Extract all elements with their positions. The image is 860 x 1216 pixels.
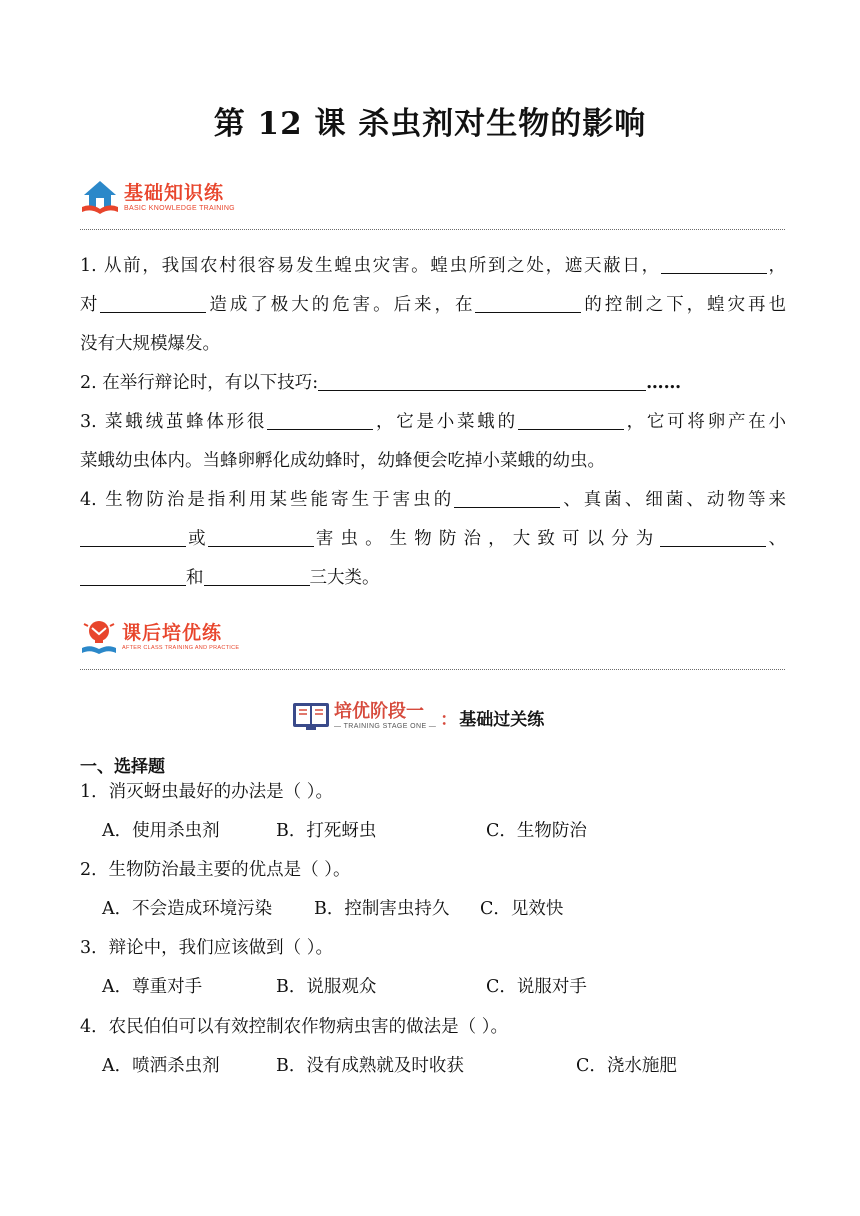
lightbulb-book-icon bbox=[80, 618, 118, 656]
answer-blank[interactable] bbox=[518, 409, 624, 430]
option-c[interactable]: C．说服对手 bbox=[486, 977, 587, 997]
answer-blank[interactable] bbox=[208, 526, 314, 547]
stage-name: 基础过关练 bbox=[459, 710, 545, 730]
q1-text-3: 造成了极大的危害。后来，在 bbox=[206, 295, 476, 315]
banner-after-subtitle: AFTER CLASS TRAINING AND PRACTICE bbox=[122, 644, 240, 651]
banner-basic-knowledge bbox=[80, 178, 235, 216]
q1-text-end: ， bbox=[766, 256, 786, 276]
answer-blank[interactable] bbox=[204, 565, 310, 586]
q2-text-1: 2. 在举行辩论时，有以下技巧: bbox=[80, 373, 319, 393]
fill-question-4-line-3 bbox=[80, 564, 786, 592]
q4-text-5: 、 bbox=[766, 529, 787, 549]
page-title: 第 12 课 杀虫剂对生物的影响 bbox=[213, 106, 647, 142]
mc-question-1: 1．消灭蚜虫最好的办法是（ ）。 bbox=[80, 782, 333, 802]
mc-question-4: 4．农民伯伯可以有效控制农作物病虫害的做法是（ ）。 bbox=[80, 1017, 508, 1037]
fill-question-4-line-2 bbox=[80, 525, 786, 553]
q3-text-2: ，它是小菜蛾的 bbox=[373, 412, 518, 432]
answer-blank[interactable] bbox=[660, 526, 766, 547]
option-b[interactable]: B．没有成熟就及时收获 bbox=[276, 1056, 464, 1076]
fill-question-3-line-2 bbox=[80, 447, 786, 475]
q3-text-3: ，它可将卵产在小 bbox=[623, 412, 786, 432]
answer-blank[interactable] bbox=[454, 487, 560, 508]
q3-text-1: 3. 菜蛾绒茧蜂体形很 bbox=[80, 412, 268, 432]
option-a[interactable]: A．不会造成环境污染 bbox=[102, 899, 273, 919]
divider bbox=[80, 229, 785, 230]
option-c[interactable]: C．浇水施肥 bbox=[576, 1056, 677, 1076]
q2-text-2: …… bbox=[646, 373, 682, 393]
answer-blank[interactable] bbox=[661, 253, 767, 274]
answer-blank[interactable] bbox=[318, 370, 646, 391]
q1-text-4: 的控制之下，蝗灾再也 bbox=[581, 295, 787, 315]
open-book-icon bbox=[292, 700, 330, 732]
house-book-icon bbox=[80, 179, 120, 215]
stage-colon: ： bbox=[440, 710, 458, 730]
answer-blank[interactable] bbox=[267, 409, 373, 430]
fill-question-3-line-1 bbox=[80, 408, 786, 436]
fill-question-1-line-2 bbox=[80, 291, 786, 319]
q1-text-2: 对 bbox=[80, 295, 101, 315]
q1-text-1: 1. 从前，我国农村很容易发生蝗虫灾害。蝗虫所到之处，遮天蔽日， bbox=[80, 256, 661, 276]
divider bbox=[80, 669, 785, 670]
fill-question-2 bbox=[80, 369, 786, 397]
option-a[interactable]: A．使用杀虫剂 bbox=[102, 821, 220, 841]
fill-question-1-line-3 bbox=[80, 330, 786, 358]
q3-text-4: 菜蛾幼虫体内。当蜂卵孵化成幼蜂时，幼蜂便会吃掉小菜蛾的幼虫。 bbox=[80, 451, 605, 471]
q1-text-5: 没有大规模爆发。 bbox=[80, 334, 220, 354]
q4-text-7: 三大类。 bbox=[309, 568, 380, 588]
section-heading: 一、选择题 bbox=[80, 757, 165, 777]
option-c[interactable]: C．生物防治 bbox=[486, 821, 587, 841]
option-c[interactable]: C．见效快 bbox=[480, 899, 564, 919]
q4-text-2: 、真菌、细菌、动物等来 bbox=[560, 490, 786, 510]
q4-text-3: 或 bbox=[186, 529, 208, 549]
q4-text-1: 4. 生物防治是指利用某些能寄生于害虫的 bbox=[80, 490, 455, 510]
mc-question-3: 3．辩论中，我们应该做到（ ）。 bbox=[80, 938, 333, 958]
option-a[interactable]: A．尊重对手 bbox=[102, 977, 203, 997]
banner-after-title: 课后培优练 bbox=[122, 621, 223, 644]
option-b[interactable]: B．控制害虫持久 bbox=[314, 899, 450, 919]
option-b[interactable]: B．说服观众 bbox=[276, 977, 377, 997]
fill-question-4-line-1 bbox=[80, 486, 786, 514]
answer-blank[interactable] bbox=[100, 292, 206, 313]
q4-text-6: 和 bbox=[186, 568, 204, 588]
banner-after-class bbox=[80, 618, 239, 656]
stage-subtitle: — TRAINING STAGE ONE — bbox=[334, 723, 437, 730]
fill-question-1-line-1 bbox=[80, 252, 786, 280]
answer-blank[interactable] bbox=[80, 565, 186, 586]
stage-heading bbox=[292, 700, 544, 732]
q4-text-4: 害虫。生物防治，大致可以分为 bbox=[313, 529, 661, 549]
option-a[interactable]: A．喷洒杀虫剂 bbox=[102, 1056, 220, 1076]
answer-blank[interactable] bbox=[80, 526, 186, 547]
banner-basic-title: 基础知识练 bbox=[124, 181, 225, 204]
option-b[interactable]: B．打死蚜虫 bbox=[276, 821, 377, 841]
banner-basic-subtitle: BASIC KNOWLEDGE TRAINING bbox=[124, 204, 235, 212]
mc-question-2: 2．生物防治最主要的优点是（ ）。 bbox=[80, 860, 351, 880]
answer-blank[interactable] bbox=[475, 292, 581, 313]
stage-title: 培优阶段一 bbox=[334, 701, 424, 722]
